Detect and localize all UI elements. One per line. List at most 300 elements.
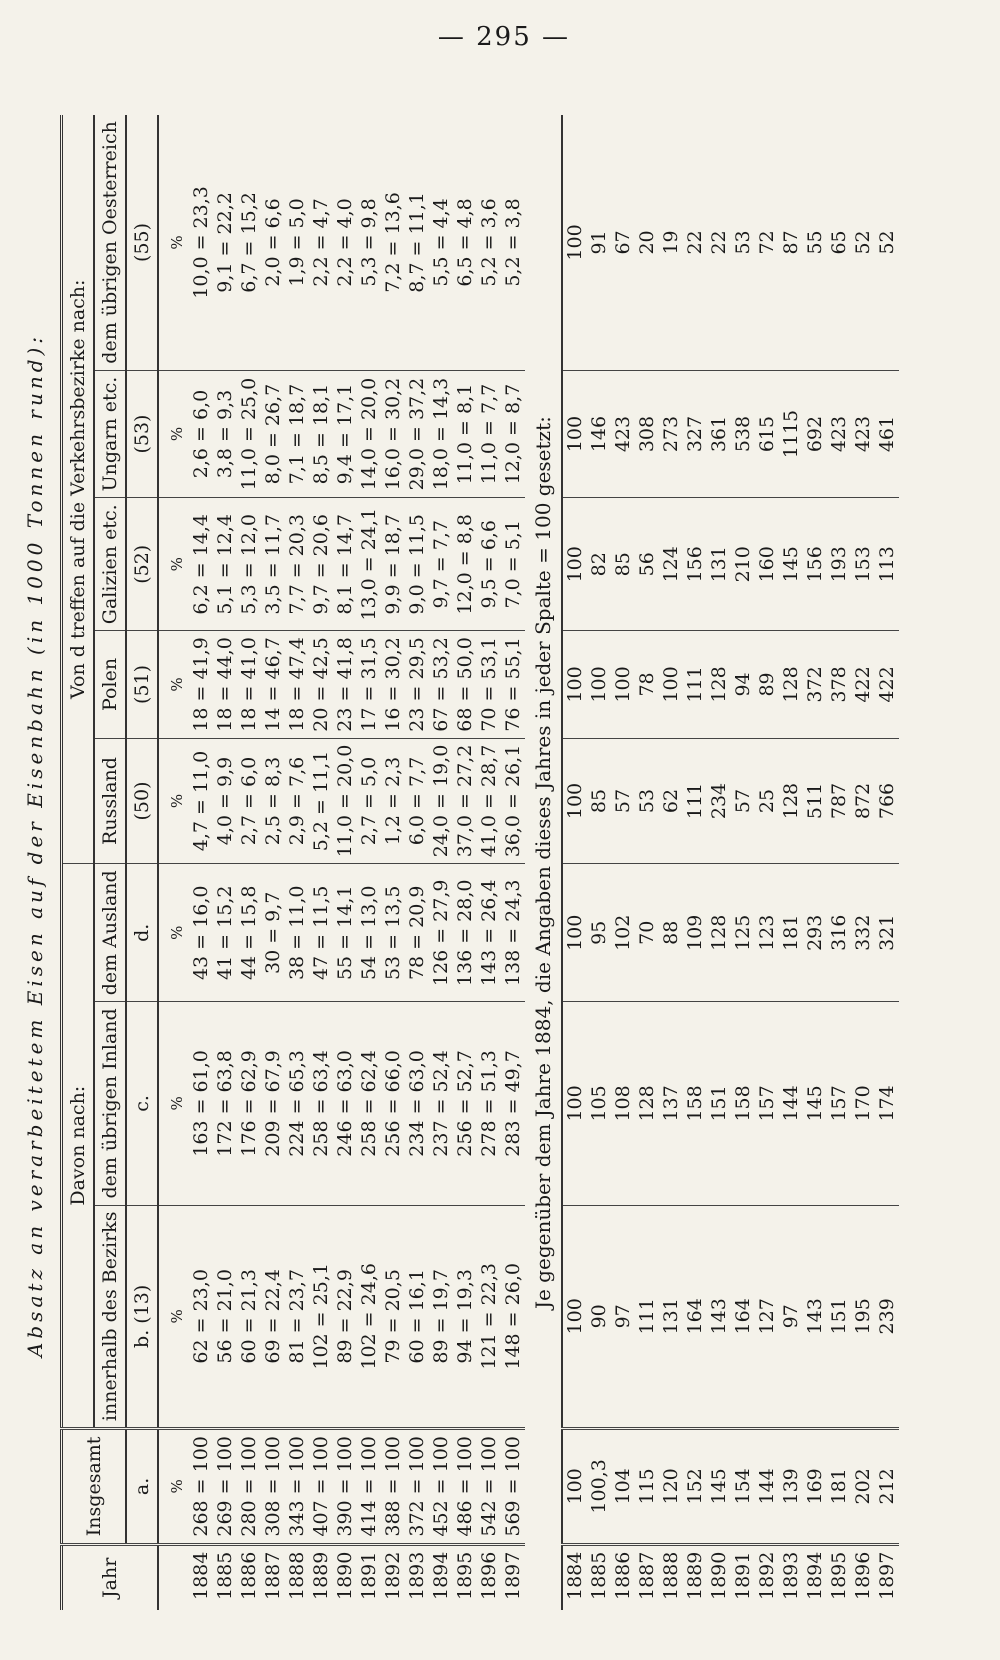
cell-oesterreich: 10,0 = 23,3 bbox=[189, 115, 213, 370]
cell-ausland: 43 = 16,0 bbox=[189, 864, 213, 1002]
cell-ausland: 143 = 26,4 bbox=[477, 864, 501, 1002]
cell-uebrigen-inland: 108 bbox=[611, 1002, 635, 1205]
cell-ausland: 126 = 27,9 bbox=[429, 864, 453, 1002]
cell-insgesamt: 115 bbox=[635, 1429, 659, 1545]
cell-year: 1892 bbox=[756, 1551, 778, 1600]
cell-innerhalb: 89 = 22,9 bbox=[333, 1205, 357, 1429]
cell-innerhalb: 121 = 22,3 bbox=[477, 1205, 501, 1429]
cell-uebrigen-inland: 157 bbox=[755, 1002, 779, 1205]
cell-galizien: 12,0 = 8,8 bbox=[453, 498, 477, 631]
cell-polen: 76 = 55,1 bbox=[501, 631, 525, 738]
cell-russland: 787 bbox=[827, 738, 851, 864]
cell-year: 1886 bbox=[238, 1551, 260, 1600]
cell-ungarn: 423 bbox=[827, 370, 851, 498]
cell-oesterreich: 22 bbox=[683, 115, 707, 370]
cell-galizien: 6,2 = 14,4 bbox=[189, 498, 213, 631]
cell-ausland: 95 bbox=[587, 864, 611, 1002]
cell-oesterreich: 19 bbox=[659, 115, 683, 370]
cell-uebrigen-inland: 176 = 62,9 bbox=[237, 1002, 261, 1205]
cell-galizien: 5,3 = 12,0 bbox=[237, 498, 261, 631]
absolute-values-body bbox=[158, 115, 525, 1610]
cell-galizien: 3,5 = 11,7 bbox=[261, 498, 285, 631]
cell-russland: 53 bbox=[635, 738, 659, 864]
cell-polen: 17 = 31,5 bbox=[357, 631, 381, 738]
cell-ungarn: 7,1 = 18,7 bbox=[285, 370, 309, 498]
cell-year: 1885 bbox=[214, 1551, 236, 1600]
cell-uebrigen-inland: 278 = 51,3 bbox=[477, 1002, 501, 1205]
cell-year: 1886 bbox=[612, 1551, 634, 1600]
cell-insgesamt: 407 = 100 bbox=[309, 1429, 333, 1545]
cell-insgesamt: 202 bbox=[851, 1429, 875, 1545]
cell-insgesamt: 145 bbox=[707, 1429, 731, 1545]
cell-uebrigen-inland: 234 = 63,0 bbox=[405, 1002, 429, 1205]
pct-empty bbox=[158, 1544, 189, 1610]
statistics-table bbox=[60, 115, 899, 1610]
cell-polen: 67 = 53,2 bbox=[429, 631, 453, 738]
cell-russland: 766 bbox=[875, 738, 899, 864]
cell-galizien: 8,1 = 14,7 bbox=[333, 498, 357, 631]
table-row bbox=[261, 115, 285, 1610]
col-sub-russland: (50) bbox=[126, 738, 158, 864]
cell-uebrigen-inland: 158 bbox=[731, 1002, 755, 1205]
cell-uebrigen-inland: 174 bbox=[875, 1002, 899, 1205]
table-row bbox=[381, 115, 405, 1610]
cell-russland: 24,0 = 19,0 bbox=[429, 738, 453, 864]
cell-russland: 36,0 = 26,1 bbox=[501, 738, 525, 864]
cell-innerhalb: 102 = 24,6 bbox=[357, 1205, 381, 1429]
cell-ausland: 78 = 20,9 bbox=[405, 864, 429, 1002]
cell-uebrigen-inland: 258 = 63,4 bbox=[309, 1002, 333, 1205]
cell-russland: 57 bbox=[611, 738, 635, 864]
cell-polen: 378 bbox=[827, 631, 851, 738]
col-header-von-d-treffen: Von d treffen auf die Verkehrsbezirke nach: bbox=[62, 115, 95, 864]
pct-marker: % bbox=[158, 631, 189, 738]
cell-ausland: 100 bbox=[562, 864, 587, 1002]
cell-innerhalb: 94 = 19,3 bbox=[453, 1205, 477, 1429]
cell-oesterreich: 67 bbox=[611, 115, 635, 370]
col-header-galizien: Galizien etc. bbox=[94, 498, 126, 631]
cell-russland: 62 bbox=[659, 738, 683, 864]
cell-polen: 78 bbox=[635, 631, 659, 738]
cell-polen: 372 bbox=[803, 631, 827, 738]
cell-russland: 5,2 = 11,1 bbox=[309, 738, 333, 864]
cell-insgesamt: 120 bbox=[659, 1429, 683, 1545]
cell-polen: 100 bbox=[587, 631, 611, 738]
col-header-russland: Russland bbox=[94, 738, 126, 864]
cell-year: 1894 bbox=[804, 1551, 826, 1600]
cell-polen: 89 bbox=[755, 631, 779, 738]
cell-insgesamt: 152 bbox=[683, 1429, 707, 1545]
cell-polen: 70 = 53,1 bbox=[477, 631, 501, 738]
cell-oesterreich: 5,2 = 3,8 bbox=[501, 115, 525, 370]
cell-russland: 4,0 = 9,9 bbox=[213, 738, 237, 864]
cell-innerhalb: 102 = 25,1 bbox=[309, 1205, 333, 1429]
cell-oesterreich: 6,5 = 4,8 bbox=[453, 115, 477, 370]
col-header-polen: Polen bbox=[94, 631, 126, 738]
cell-ausland: 55 = 14,1 bbox=[333, 864, 357, 1002]
cell-galizien: 85 bbox=[611, 498, 635, 631]
cell-uebrigen-inland: 144 bbox=[779, 1002, 803, 1205]
col-sub-ausland: d. bbox=[126, 864, 158, 1002]
cell-insgesamt: 212 bbox=[875, 1429, 899, 1545]
cell-galizien: 113 bbox=[875, 498, 899, 631]
cell-innerhalb: 81 = 23,7 bbox=[285, 1205, 309, 1429]
pct-marker: % bbox=[158, 370, 189, 498]
cell-insgesamt: 154 bbox=[731, 1429, 755, 1545]
cell-polen: 18 = 44,0 bbox=[213, 631, 237, 738]
cell-innerhalb: 164 bbox=[683, 1205, 707, 1429]
cell-russland: 2,7 = 5,0 bbox=[357, 738, 381, 864]
cell-russland: 100 bbox=[562, 738, 587, 864]
cell-ungarn: 361 bbox=[707, 370, 731, 498]
cell-russland: 11,0 = 20,0 bbox=[333, 738, 357, 864]
cell-uebrigen-inland: 172 = 63,8 bbox=[213, 1002, 237, 1205]
cell-innerhalb: 60 = 16,1 bbox=[405, 1205, 429, 1429]
cell-ausland: 70 bbox=[635, 864, 659, 1002]
cell-year: 1889 bbox=[310, 1551, 332, 1600]
cell-russland: 25 bbox=[755, 738, 779, 864]
cell-ungarn: 11,0 = 8,1 bbox=[453, 370, 477, 498]
cell-ungarn: 423 bbox=[611, 370, 635, 498]
cell-innerhalb: 195 bbox=[851, 1205, 875, 1429]
cell-ausland: 128 bbox=[707, 864, 731, 1002]
cell-ausland: 123 bbox=[755, 864, 779, 1002]
table-row bbox=[755, 115, 779, 1610]
cell-ausland: 102 bbox=[611, 864, 635, 1002]
cell-innerhalb: 148 = 26,0 bbox=[501, 1205, 525, 1429]
cell-uebrigen-inland: 157 bbox=[827, 1002, 851, 1205]
cell-insgesamt: 414 = 100 bbox=[357, 1429, 381, 1545]
cell-uebrigen-inland: 246 = 63,0 bbox=[333, 1002, 357, 1205]
table-row bbox=[731, 115, 755, 1610]
cell-innerhalb: 164 bbox=[731, 1205, 755, 1429]
cell-ausland: 136 = 28,0 bbox=[453, 864, 477, 1002]
cell-ausland: 138 = 24,3 bbox=[501, 864, 525, 1002]
cell-polen: 18 = 47,4 bbox=[285, 631, 309, 738]
page-number: — 295 — bbox=[437, 22, 570, 52]
percent-marker-row bbox=[158, 115, 189, 1610]
cell-innerhalb: 127 bbox=[755, 1205, 779, 1429]
cell-insgesamt: 280 = 100 bbox=[237, 1429, 261, 1545]
cell-oesterreich: 5,2 = 3,6 bbox=[477, 115, 501, 370]
cell-oesterreich: 8,7 = 11,1 bbox=[405, 115, 429, 370]
table-row bbox=[309, 115, 333, 1610]
table-row bbox=[405, 115, 429, 1610]
cell-ungarn: 1115 bbox=[779, 370, 803, 498]
cell-insgesamt: 139 bbox=[779, 1429, 803, 1545]
cell-ausland: 53 = 13,5 bbox=[381, 864, 405, 1002]
cell-polen: 100 bbox=[611, 631, 635, 738]
cell-uebrigen-inland: 105 bbox=[587, 1002, 611, 1205]
table-row bbox=[453, 115, 477, 1610]
cell-year: 1895 bbox=[454, 1551, 476, 1600]
table-row bbox=[635, 115, 659, 1610]
cell-ausland: 316 bbox=[827, 864, 851, 1002]
cell-ausland: 125 bbox=[731, 864, 755, 1002]
cell-year: 1884 bbox=[564, 1551, 586, 1600]
cell-uebrigen-inland: 137 bbox=[659, 1002, 683, 1205]
cell-polen: 20 = 42,5 bbox=[309, 631, 333, 738]
table-row bbox=[707, 115, 731, 1610]
col-header-davon-nach: Davon nach: bbox=[62, 864, 95, 1429]
cell-galizien: 9,9 = 18,7 bbox=[381, 498, 405, 631]
rotated-table-container bbox=[15, 60, 945, 1630]
cell-russland: 128 bbox=[779, 738, 803, 864]
cell-uebrigen-inland: 128 bbox=[635, 1002, 659, 1205]
index-caption: Je gegenüber dem Jahre 1884, die Angaben dieses Jahres in jeder Spalte = 100 gesetzt: bbox=[525, 115, 562, 1610]
cell-insgesamt: 569 = 100 bbox=[501, 1429, 525, 1545]
cell-year: 1895 bbox=[828, 1551, 850, 1600]
col-header-oesterreich: dem übrigen Oesterreich bbox=[94, 115, 126, 370]
cell-uebrigen-inland: 283 = 49,7 bbox=[501, 1002, 525, 1205]
cell-ausland: 293 bbox=[803, 864, 827, 1002]
col-sub-galizien: (52) bbox=[126, 498, 158, 631]
cell-ausland: 41 = 15,2 bbox=[213, 864, 237, 1002]
cell-year: 1893 bbox=[406, 1551, 428, 1600]
cell-ungarn: 423 bbox=[851, 370, 875, 498]
cell-russland: 2,5 = 8,3 bbox=[261, 738, 285, 864]
table-row bbox=[611, 115, 635, 1610]
cell-insgesamt: 388 = 100 bbox=[381, 1429, 405, 1545]
cell-oesterreich: 5,5 = 4,4 bbox=[429, 115, 453, 370]
table-row bbox=[851, 115, 875, 1610]
cell-russland: 511 bbox=[803, 738, 827, 864]
index-caption-row bbox=[525, 115, 562, 1610]
cell-galizien: 131 bbox=[707, 498, 731, 631]
col-header-ausland: dem Ausland bbox=[94, 864, 126, 1002]
cell-year: 1892 bbox=[382, 1551, 404, 1600]
pct-marker: % bbox=[158, 1429, 189, 1545]
cell-insgesamt: 268 = 100 bbox=[189, 1429, 213, 1545]
cell-innerhalb: 56 = 21,0 bbox=[213, 1205, 237, 1429]
cell-russland: 234 bbox=[707, 738, 731, 864]
cell-ausland: 332 bbox=[851, 864, 875, 1002]
cell-polen: 422 bbox=[875, 631, 899, 738]
cell-innerhalb: 97 bbox=[611, 1205, 635, 1429]
cell-year: 1888 bbox=[660, 1551, 682, 1600]
table-row bbox=[501, 115, 525, 1610]
cell-year: 1888 bbox=[286, 1551, 308, 1600]
cell-polen: 18 = 41,0 bbox=[237, 631, 261, 738]
cell-uebrigen-inland: 224 = 65,3 bbox=[285, 1002, 309, 1205]
cell-polen: 14 = 46,7 bbox=[261, 631, 285, 738]
table-row bbox=[779, 115, 803, 1610]
pct-marker: % bbox=[158, 498, 189, 631]
cell-ungarn: 692 bbox=[803, 370, 827, 498]
cell-galizien: 9,0 = 11,5 bbox=[405, 498, 429, 631]
cell-ungarn: 8,0 = 26,7 bbox=[261, 370, 285, 498]
cell-year: 1885 bbox=[588, 1551, 610, 1600]
cell-year: 1890 bbox=[334, 1551, 356, 1600]
cell-ungarn: 100 bbox=[562, 370, 587, 498]
cell-galizien: 160 bbox=[755, 498, 779, 631]
cell-russland: 57 bbox=[731, 738, 755, 864]
table-row bbox=[189, 115, 213, 1610]
cell-innerhalb: 90 bbox=[587, 1205, 611, 1429]
table-row bbox=[683, 115, 707, 1610]
cell-uebrigen-inland: 256 = 66,0 bbox=[381, 1002, 405, 1205]
cell-oesterreich: 2,0 = 6,6 bbox=[261, 115, 285, 370]
cell-insgesamt: 542 = 100 bbox=[477, 1429, 501, 1545]
cell-polen: 128 bbox=[779, 631, 803, 738]
cell-oesterreich: 20 bbox=[635, 115, 659, 370]
col-sub-insgesamt: a. bbox=[126, 1429, 158, 1545]
cell-russland: 872 bbox=[851, 738, 875, 864]
cell-innerhalb: 131 bbox=[659, 1205, 683, 1429]
pct-marker: % bbox=[158, 1002, 189, 1205]
cell-ungarn: 308 bbox=[635, 370, 659, 498]
cell-polen: 23 = 41,8 bbox=[333, 631, 357, 738]
cell-oesterreich: 9,1 = 22,2 bbox=[213, 115, 237, 370]
cell-polen: 16 = 30,2 bbox=[381, 631, 405, 738]
cell-year: 1896 bbox=[478, 1551, 500, 1600]
cell-oesterreich: 2,2 = 4,0 bbox=[333, 115, 357, 370]
table-row bbox=[803, 115, 827, 1610]
index-values-body bbox=[562, 115, 899, 1610]
cell-oesterreich: 72 bbox=[755, 115, 779, 370]
cell-innerhalb: 62 = 23,0 bbox=[189, 1205, 213, 1429]
cell-polen: 23 = 29,5 bbox=[405, 631, 429, 738]
table-row bbox=[587, 115, 611, 1610]
index-caption-body bbox=[525, 115, 562, 1610]
cell-year: 1896 bbox=[852, 1551, 874, 1600]
cell-ausland: 30 = 9,7 bbox=[261, 864, 285, 1002]
cell-oesterreich: 55 bbox=[803, 115, 827, 370]
cell-year: 1890 bbox=[708, 1551, 730, 1600]
cell-year: 1889 bbox=[684, 1551, 706, 1600]
cell-oesterreich: 22 bbox=[707, 115, 731, 370]
cell-year: 1891 bbox=[358, 1551, 380, 1600]
cell-oesterreich: 6,7 = 15,2 bbox=[237, 115, 261, 370]
cell-innerhalb: 89 = 19,7 bbox=[429, 1205, 453, 1429]
cell-russland: 1,2 = 2,3 bbox=[381, 738, 405, 864]
cell-innerhalb: 111 bbox=[635, 1205, 659, 1429]
cell-uebrigen-inland: 163 = 61,0 bbox=[189, 1002, 213, 1205]
cell-oesterreich: 5,3 = 9,8 bbox=[357, 115, 381, 370]
cell-year: 1897 bbox=[502, 1551, 524, 1600]
table-row bbox=[875, 115, 899, 1610]
cell-ungarn: 11,0 = 7,7 bbox=[477, 370, 501, 498]
table-row bbox=[827, 115, 851, 1610]
cell-year: 1897 bbox=[876, 1551, 898, 1600]
cell-galizien: 156 bbox=[803, 498, 827, 631]
table-row bbox=[357, 115, 381, 1610]
cell-ungarn: 146 bbox=[587, 370, 611, 498]
cell-insgesamt: 372 = 100 bbox=[405, 1429, 429, 1545]
cell-uebrigen-inland: 145 bbox=[803, 1002, 827, 1205]
table-row bbox=[285, 115, 309, 1610]
table-row bbox=[562, 115, 587, 1610]
cell-ausland: 38 = 11,0 bbox=[285, 864, 309, 1002]
cell-year: 1894 bbox=[430, 1551, 452, 1600]
cell-russland: 85 bbox=[587, 738, 611, 864]
cell-galizien: 7,7 = 20,3 bbox=[285, 498, 309, 631]
pct-marker: % bbox=[158, 115, 189, 370]
cell-polen: 68 = 50,0 bbox=[453, 631, 477, 738]
cell-insgesamt: 100 bbox=[562, 1429, 587, 1545]
cell-year: 1884 bbox=[190, 1551, 212, 1600]
cell-ungarn: 11,0 = 25,0 bbox=[237, 370, 261, 498]
cell-uebrigen-inland: 100 bbox=[562, 1002, 587, 1205]
cell-galizien: 100 bbox=[562, 498, 587, 631]
cell-russland: 111 bbox=[683, 738, 707, 864]
cell-polen: 100 bbox=[562, 631, 587, 738]
cell-ungarn: 461 bbox=[875, 370, 899, 498]
cell-insgesamt: 486 = 100 bbox=[453, 1429, 477, 1545]
cell-oesterreich: 7,2 = 13,6 bbox=[381, 115, 405, 370]
cell-ausland: 321 bbox=[875, 864, 899, 1002]
pct-marker: % bbox=[158, 1205, 189, 1429]
cell-insgesamt: 181 bbox=[827, 1429, 851, 1545]
cell-polen: 128 bbox=[707, 631, 731, 738]
cell-ungarn: 14,0 = 20,0 bbox=[357, 370, 381, 498]
cell-russland: 2,9 = 7,6 bbox=[285, 738, 309, 864]
col-sub-uebrigen-inland: c. bbox=[126, 1002, 158, 1205]
cell-ausland: 47 = 11,5 bbox=[309, 864, 333, 1002]
cell-ungarn: 538 bbox=[731, 370, 755, 498]
cell-galizien: 13,0 = 24,1 bbox=[357, 498, 381, 631]
cell-oesterreich: 1,9 = 5,0 bbox=[285, 115, 309, 370]
cell-innerhalb: 60 = 21,3 bbox=[237, 1205, 261, 1429]
cell-ungarn: 16,0 = 30,2 bbox=[381, 370, 405, 498]
cell-galizien: 145 bbox=[779, 498, 803, 631]
cell-oesterreich: 91 bbox=[587, 115, 611, 370]
cell-innerhalb: 143 bbox=[707, 1205, 731, 1429]
cell-oesterreich: 52 bbox=[875, 115, 899, 370]
col-header-insgesamt: Insgesamt bbox=[62, 1429, 127, 1545]
cell-polen: 111 bbox=[683, 631, 707, 738]
cell-ausland: 88 bbox=[659, 864, 683, 1002]
cell-ungarn: 9,4 = 17,1 bbox=[333, 370, 357, 498]
cell-insgesamt: 308 = 100 bbox=[261, 1429, 285, 1545]
cell-innerhalb: 79 = 20,5 bbox=[381, 1205, 405, 1429]
cell-innerhalb: 143 bbox=[803, 1205, 827, 1429]
table-row bbox=[477, 115, 501, 1610]
cell-polen: 100 bbox=[659, 631, 683, 738]
cell-year: 1891 bbox=[732, 1551, 754, 1600]
pct-marker: % bbox=[158, 738, 189, 864]
cell-insgesamt: 144 bbox=[755, 1429, 779, 1545]
cell-ungarn: 273 bbox=[659, 370, 683, 498]
table-row bbox=[213, 115, 237, 1610]
table-row bbox=[429, 115, 453, 1610]
cell-uebrigen-inland: 258 = 62,4 bbox=[357, 1002, 381, 1205]
cell-insgesamt: 100,3 bbox=[587, 1429, 611, 1545]
cell-uebrigen-inland: 170 bbox=[851, 1002, 875, 1205]
cell-russland: 4,7 = 11,0 bbox=[189, 738, 213, 864]
cell-russland: 2,7 = 6,0 bbox=[237, 738, 261, 864]
cell-year: 1887 bbox=[636, 1551, 658, 1600]
cell-uebrigen-inland: 256 = 52,7 bbox=[453, 1002, 477, 1205]
cell-ausland: 109 bbox=[683, 864, 707, 1002]
cell-galizien: 5,1 = 12,4 bbox=[213, 498, 237, 631]
cell-ungarn: 3,8 = 9,3 bbox=[213, 370, 237, 498]
cell-ungarn: 8,5 = 18,1 bbox=[309, 370, 333, 498]
cell-innerhalb: 239 bbox=[875, 1205, 899, 1429]
cell-insgesamt: 390 = 100 bbox=[333, 1429, 357, 1545]
cell-innerhalb: 151 bbox=[827, 1205, 851, 1429]
cell-oesterreich: 2,2 = 4,7 bbox=[309, 115, 333, 370]
cell-galizien: 153 bbox=[851, 498, 875, 631]
cell-galizien: 56 bbox=[635, 498, 659, 631]
table-row bbox=[659, 115, 683, 1610]
cell-ausland: 181 bbox=[779, 864, 803, 1002]
cell-ungarn: 12,0 = 8,7 bbox=[501, 370, 525, 498]
cell-oesterreich: 52 bbox=[851, 115, 875, 370]
cell-innerhalb: 69 = 22,4 bbox=[261, 1205, 285, 1429]
cell-ungarn: 2,6 = 6,0 bbox=[189, 370, 213, 498]
col-sub-polen: (51) bbox=[126, 631, 158, 738]
